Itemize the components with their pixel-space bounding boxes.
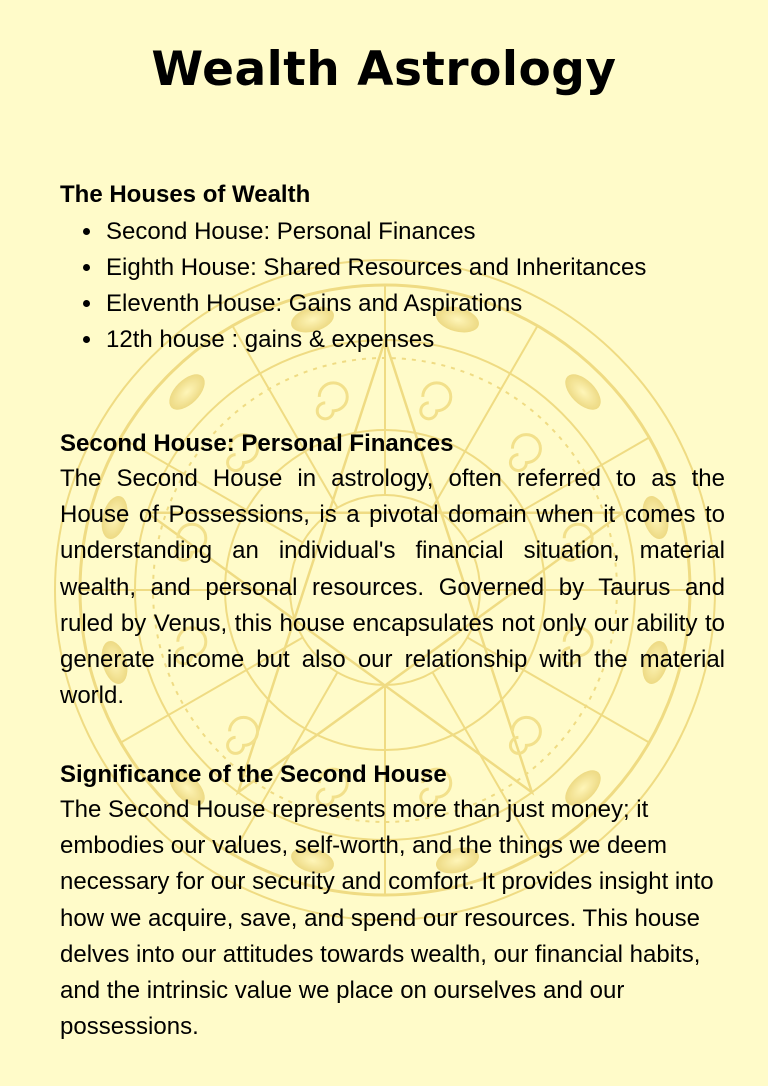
list-item: • Second House: Personal Finances [104, 214, 646, 250]
list-item: • Eleventh House: Gains and Aspirations [104, 286, 646, 322]
houses-list [60, 214, 646, 358]
houses-of-wealth-heading: The Houses of Wealth [60, 181, 311, 208]
list-item: • 12th house : gains & expenses [104, 322, 646, 358]
page-title: Wealth Astrology [151, 42, 617, 97]
significance-paragraph: The Second House represents more than just money; it embodies our values, self-worth, and the things we deem necessary for our security and comfort. It provides insight into how we acquire, save, and spend our resources. This house delves into our attitudes towards wealth, our financial habits, and the intrinsic value we place on ourselves and our possessions. [60, 796, 714, 1041]
second-house-paragraph: The Second House in astrology, often referred to as the House of Possessions, is a pivotal domain when it comes to understanding an individual's financial situation, material wealth, and personal resources. Governed by Taurus and ruled by Venus, this house encapsulates not only our ability to generate income but also our relationship with the material world. [60, 465, 725, 710]
list-item: • Eighth House: Shared Resources and Inheritances [104, 250, 646, 286]
significance-heading: Significance of the Second House [60, 761, 447, 788]
second-house-heading: Second House: Personal Finances [60, 430, 454, 457]
